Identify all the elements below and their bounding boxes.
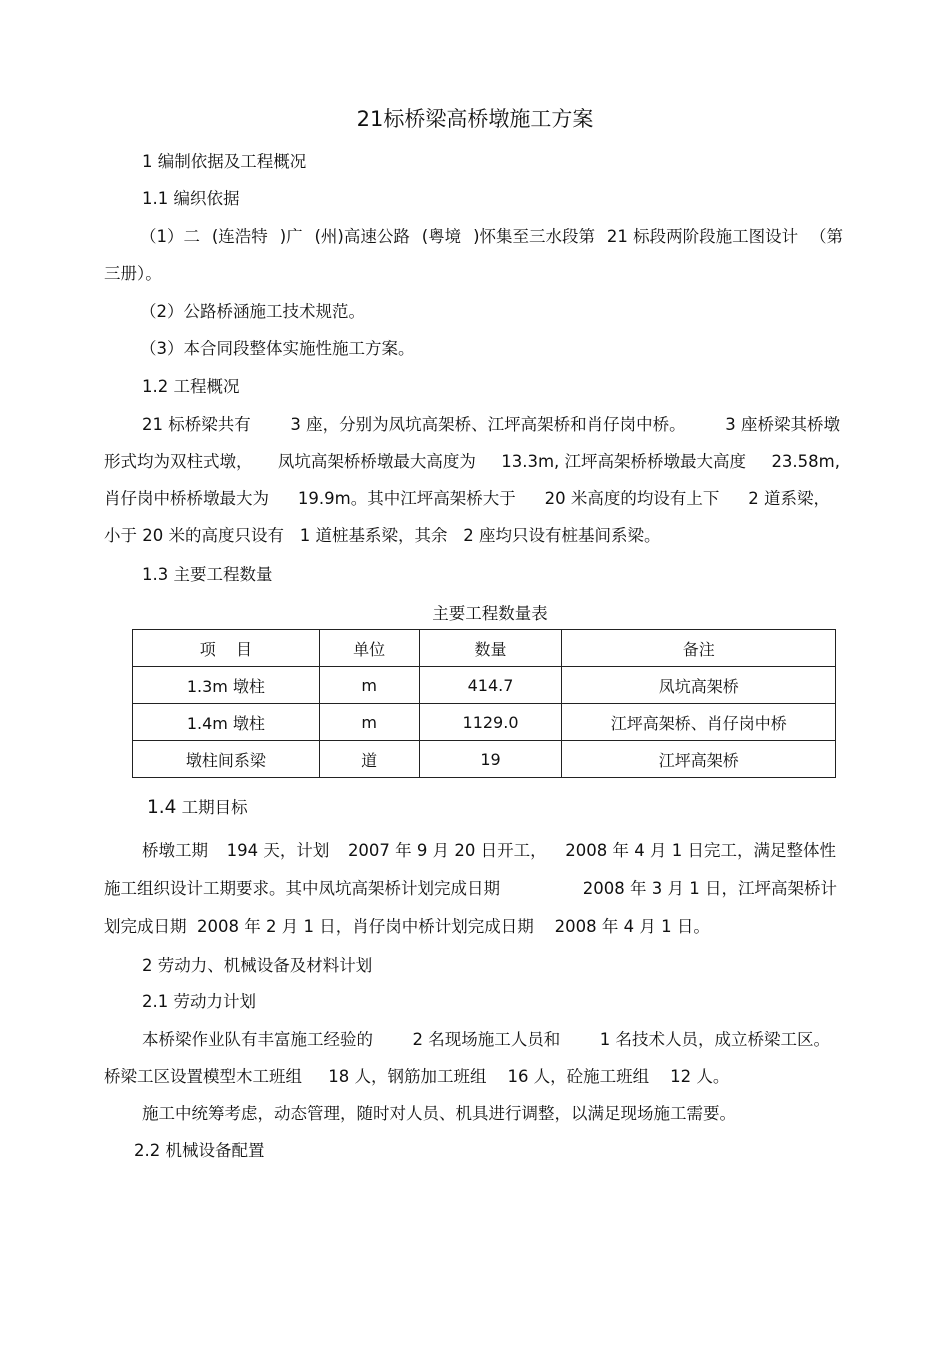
section-heading-1-3: 1.3 主要工程数量 [142, 565, 273, 584]
text-run: 3 座，分别为凤坑高架桥、江坪高架桥和肖仔岗中桥。 [290, 415, 686, 434]
text-run: (连浩特 [211, 227, 268, 246]
text-run: 桥墩工期 [142, 841, 208, 860]
overview-line-3 [104, 489, 830, 509]
table-cell: m [319, 704, 419, 741]
text-run: （1）二 [140, 227, 200, 246]
text-run: )怀集至三水段第 [473, 227, 595, 246]
table-cell: 凤坑高架桥 [562, 667, 836, 704]
text-run: 形式均为双柱式墩， [104, 452, 253, 471]
table-cell: 墩柱间系梁 [133, 741, 320, 778]
section-heading-1-1: 1.1 编织依据 [142, 189, 240, 208]
overview-line-2 [104, 452, 840, 472]
text-run: 2 道系梁， [748, 489, 830, 508]
table-row [133, 704, 836, 741]
quantities-table [132, 629, 836, 778]
text-run: 21 标桥梁共有 [142, 415, 251, 434]
schedule-line-2 [104, 879, 837, 899]
section-text: 工期目标 [181, 798, 248, 817]
text-run: 13.3m, 江坪高架桥桥墩最大高度 [501, 452, 747, 471]
basis-item-2: （2）公路桥涵施工技术规范。 [140, 302, 365, 321]
section-heading-1: 1 编制依据及工程概况 [142, 152, 307, 171]
text-run: 1 名技术人员，成立桥梁工区。 [599, 1030, 830, 1049]
overview-line-1 [142, 415, 840, 435]
table-cell: 道 [319, 741, 419, 778]
table-row [133, 667, 836, 704]
header-unit: 单位 [319, 630, 419, 667]
text-run: 20 米高度的均设有上下 [544, 489, 720, 508]
table-caption: 主要工程数量表 [432, 604, 548, 623]
section-heading-1-2: 1.2 工程概况 [142, 377, 240, 396]
text-run: 194 天，计划 [226, 841, 330, 860]
section-heading-2-1: 2.1 劳动力计划 [142, 992, 256, 1011]
table-cell: 19 [419, 741, 562, 778]
section-heading-1-4 [147, 798, 248, 818]
basis-item-3: （3）本合同段整体实施性施工方案。 [140, 339, 415, 358]
table-cell: 江坪高架桥 [562, 741, 836, 778]
text-run: 21 标段两阶段施工图设计 [606, 227, 799, 246]
text-run: （第 [810, 227, 843, 246]
table-cell: 414.7 [419, 667, 562, 704]
overview-line-4: 小于 20 米的高度只设有 1 道桩基系梁，其余 2 座均只设有桩基间系梁。 [104, 526, 661, 545]
labor-line-2: 桥梁工区设置模型木工班组 18 人，钢筋加工班组 16 人，砼施工班组 12 人。 [104, 1067, 730, 1086]
table-cell: 1129.0 [419, 704, 562, 741]
table-row [133, 741, 836, 778]
text-run: (粤境 [421, 227, 462, 246]
text-run: (州)高速公路 [314, 227, 410, 246]
text-run: 23.58m, [771, 452, 840, 471]
section-heading-2-2: 2.2 机械设备配置 [134, 1141, 265, 1160]
table-cell: 江坪高架桥、肖仔岗中桥 [562, 704, 836, 741]
schedule-line-3: 划完成日期 2008 年 2 月 1 日，肖仔岗中桥计划完成日期 2008 年 4 月 1 日。 [104, 917, 710, 936]
text-run: 2008 年 3 月 1 日，江坪高架桥计 [582, 879, 837, 898]
schedule-line-1 [142, 841, 836, 861]
labor-line-3: 施工中统筹考虑，动态管理，随时对人员、机具进行调整，以满足现场施工需要。 [142, 1104, 736, 1123]
text-run: 19.9m。其中江坪高架桥大于 [297, 489, 516, 508]
text-run: 本桥梁作业队有丰富施工经验的 [142, 1030, 373, 1049]
header-remarks: 备注 [562, 630, 836, 667]
text-run: 凤坑高架桥桥墩最大高度为 [277, 452, 476, 471]
text-run: 3 座桥梁其桥墩 [725, 415, 840, 434]
text-run: 2007 年 9 月 20 日开工， [347, 841, 547, 860]
table-cell: m [319, 667, 419, 704]
section-number: 1.4 [147, 797, 177, 818]
header-quantity: 数量 [419, 630, 562, 667]
text-run: 2008 年 4 月 1 日完工，满足整体性 [565, 841, 836, 860]
table-header-row [133, 630, 836, 667]
header-item: 项 目 [133, 630, 320, 667]
basis-item-1-line-1 [140, 227, 843, 247]
basis-item-1-line-2: 三册）。 [104, 264, 162, 283]
section-heading-2: 2 劳动力、机械设备及材料计划 [142, 956, 373, 975]
labor-line-1 [142, 1030, 830, 1050]
text-run: 2 名现场施工人员和 [412, 1030, 561, 1049]
document-title: 21标桥梁高桥墩施工方案 [356, 107, 594, 131]
text-run: )广 [279, 227, 303, 246]
table-cell: 1.4m 墩柱 [133, 704, 320, 741]
table-cell: 1.3m 墩柱 [133, 667, 320, 704]
text-run: 施工组织设计工期要求。其中凤坑高架桥计划完成日期 [104, 879, 500, 898]
text-run: 肖仔岗中桥桥墩最大为 [104, 489, 269, 508]
